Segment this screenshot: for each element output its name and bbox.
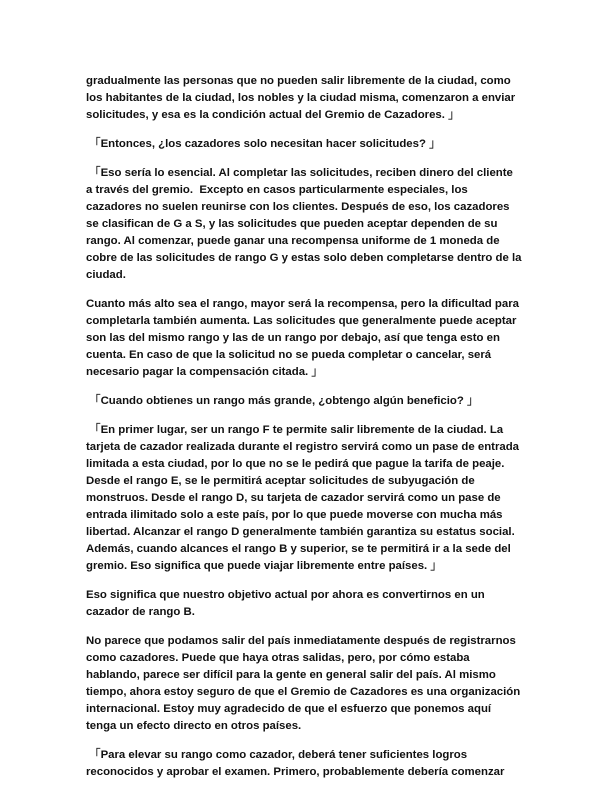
paragraph-3: 「Eso sería lo esencial. Al completar las solicitudes, reciben dinero del cliente a través del gremio. Excepto en casos particularmente especiales, los cazadores no suelen reunirse con los clientes. Después de eso, los cazadores se clasifican de G a S, y las solicitudes que pueden aceptar dependen de su rango. Al comenzar, puede ganar una recompensa uniforme de 1 moneda de cobre de las solicitudes de rango G y estas solo deben completarse dentro de la ciudad. — [86, 167, 525, 281]
paragraph-2: 「Entonces, ¿los cazadores solo necesitan hacer solicitudes? 」 — [86, 138, 441, 150]
paragraph-1: gradualmente las personas que no pueden salir libremente de la ciudad, como los habitantes de la ciudad, los nobles y la ciudad misma, comenzaron a enviar solicitudes, y esa es la condición actual del Gremio de Cazadores. 」 — [86, 75, 519, 121]
paragraph-9: 「Para elevar su rango como cazador, deberá tener suficientes logros reconocidos y aprobar el examen. Primero, probablemente debería comenzar — [86, 749, 505, 778]
paragraph-6: 「En primer lugar, ser un rango F te permite salir libremente de la ciudad. La tarjeta de cazador realizada durante el registro servirá como un pase de entrada limitada a esta ciudad, por lo que no se le pedirá que pague la tarifa de peaje. Desde el rango E, se le permitirá aceptar solicitudes de subyugación de monstruos. Desde el rango D, su tarjeta de cazador servirá como un pase de entrada ilimitado solo a este país, por lo que puede moverse con mucha más libertad. Alcanzar el rango D generalmente también garantiza su estatus social. Además, cuando alcances el rango B y superior, se te permitirá ir a la sede del gremio. Eso significa que puede viajar libremente entre países. 」 — [86, 424, 523, 572]
paragraph-8: No parece que podamos salir del país inmediatamente después de registrarnos como cazadores. Puede que haya otras salidas, pero, por cómo estaba hablando, parece ser difícil para la gente en general salir del país. Al mismo tiempo, ahora estoy seguro de que el Gremio de Cazadores es una organización internacional. Estoy muy agradecido de que el esfuerzo que ponemos aquí tenga un efecto directo en otros países. — [86, 635, 524, 732]
paragraph-7: Eso significa que nuestro objetivo actual por ahora es convertirnos en un cazador de rango B. — [86, 589, 488, 618]
paragraph-5: 「Cuando obtienes un rango más grande, ¿obtengo algún beneficio? 」 — [86, 395, 479, 407]
paragraph-4: Cuanto más alto sea el rango, mayor será la recompensa, pero la dificultad para completarla también aumenta. Las solicitudes que generalmente puede aceptar son las del mismo rango y las de un rango por debajo, así que tenga esto en cuenta. En caso de que la solicitud no se pueda completar o cancelar, será necesario pagar la compensación citada. 」 — [86, 298, 523, 378]
